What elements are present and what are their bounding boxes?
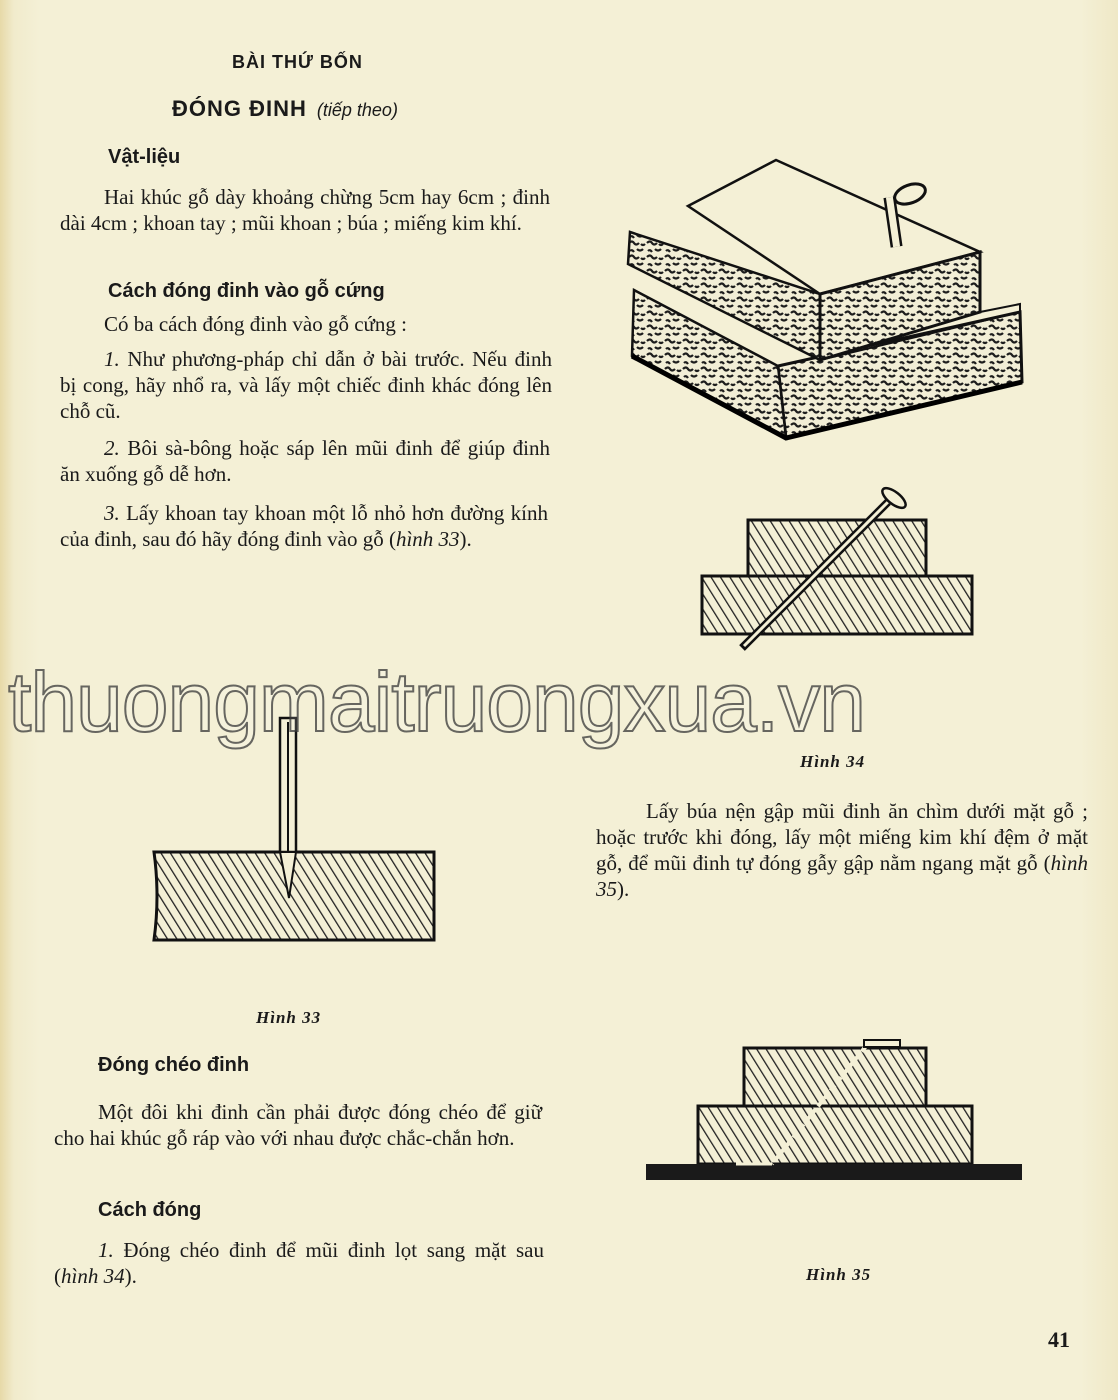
item-number: 1. (104, 347, 120, 371)
item-number: 1. (98, 1238, 114, 1262)
figure-35 (644, 1036, 1026, 1186)
heading-cross-nailing: Đóng chéo đinh (98, 1054, 250, 1076)
figure-wood-blocks (628, 156, 1028, 440)
cross-nailing-paragraph: Một đôi khi đinh cần phải được đóng chéo để giữ cho hai khúc gỗ ráp vào với nhau được chắc-chắn hơn. (54, 1100, 542, 1150)
hardwood-intro: Có ba cách đóng đinh vào gỗ cứng : (104, 312, 407, 336)
figure-34-caption: Hình 34 (800, 752, 866, 771)
item-text: Như phương-pháp chỉ dẫn ở bài trước. Nếu đinh bị cong, hãy nhổ ra, và lấy một chiếc đinh khác đóng lên chỗ cũ. (60, 347, 553, 423)
materials-paragraph: Hai khúc gỗ dày khoảng chừng 5cm hay 6cm ; đinh dài 4cm ; khoan tay ; mũi khoan ; búa ; miếng kim khí. (60, 185, 550, 235)
title-suffix: (tiếp theo) (316, 100, 398, 120)
heading-method: Cách đóng (98, 1199, 202, 1221)
heading-materials: Vật-liệu (108, 146, 181, 168)
figure-reference: hình 35 (596, 851, 1088, 901)
item-text: Bôi sà-bông hoặc sáp lên mũi đinh để giúp đinh ăn xuống gỗ dễ hơn. (60, 436, 550, 486)
lesson-number: BÀI THỨ BỐN (232, 52, 363, 72)
item-number: 2. (104, 436, 120, 460)
list-item-2 (60, 435, 550, 487)
item-text: Đóng chéo đinh để mũi đinh lọt sang mặt sau ( (54, 1238, 544, 1288)
item-text-end: ). (459, 527, 472, 551)
title-text: ĐÓNG ĐINH (172, 96, 307, 121)
clinch-paragraph (596, 798, 1088, 902)
list-item-1 (60, 346, 552, 424)
figure-reference: hình 34 (61, 1264, 125, 1288)
item-text: Lấy khoan tay khoan một lỗ nhỏ hơn đường kính của đinh, sau đó hãy đóng đinh vào gỗ ( (60, 501, 549, 551)
paragraph-end: ). (617, 877, 630, 901)
figure-34 (698, 482, 978, 652)
watermark-text: thuongmaitruongxua.vn (8, 655, 865, 749)
lesson-title (172, 96, 398, 122)
method-item-1 (54, 1237, 544, 1289)
page-number: 41 (1048, 1327, 1070, 1352)
list-item-3 (60, 500, 548, 552)
heading-hardwood: Cách đóng đinh vào gỗ cứng (108, 280, 385, 302)
figure-reference: hình 33 (395, 527, 460, 551)
figure-35-caption: Hình 35 (806, 1265, 872, 1284)
paragraph-text: Lấy búa nện gập mũi đinh ăn chìm dưới mặt gỗ ; hoặc trước khi đóng, lấy một miếng kim khí đệm ở mặt gỗ, để mũi đinh tự đóng gẫy gập nằm ngang mặt gỗ ( (596, 799, 1088, 875)
item-number: 3. (104, 501, 120, 525)
item-text-end: ). (124, 1264, 137, 1288)
figure-33-caption: Hình 33 (256, 1008, 322, 1027)
